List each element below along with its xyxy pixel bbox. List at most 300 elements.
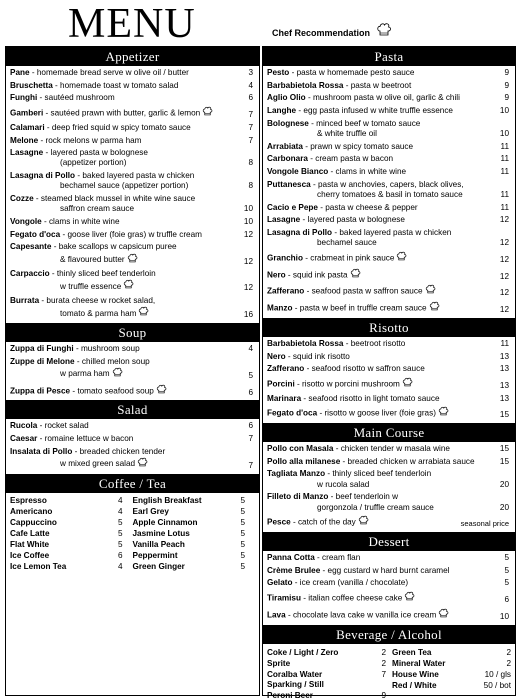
menu-row: [392, 680, 511, 691]
menu-item: [10, 217, 255, 227]
row-name: Jasmine Lotus: [132, 528, 190, 538]
item-price: 6: [248, 387, 253, 397]
row-name: Flat White: [10, 539, 50, 549]
item-description-line2: gorgonzola / truffle cream sauce: [317, 502, 434, 512]
item-price: 12: [499, 271, 509, 281]
item-name: Zuppa di Pesce: [10, 385, 71, 395]
chef-recommendation-label: Chef Recommendation: [272, 28, 371, 38]
menu-item: [267, 268, 511, 282]
item-name: Gamberi: [10, 108, 44, 118]
chef-hat-icon: [112, 367, 123, 381]
item-name: Pesce: [267, 517, 291, 527]
menu-item: [267, 394, 511, 404]
item-description: - sautéed mushroom: [37, 93, 115, 103]
item-description: - pasta w beef in truffle cream sauce: [292, 303, 427, 313]
section-header-beverage: Beverage / Alcohol: [263, 625, 515, 644]
chef-hat-icon: [425, 284, 436, 298]
item-description: - breaded chicken tender: [72, 446, 166, 456]
row-price: 7: [381, 669, 386, 679]
item-name: Pane: [10, 68, 30, 77]
row-price: 5: [240, 561, 245, 571]
item-price: 8: [248, 181, 253, 191]
section-header-soup: Soup: [6, 323, 259, 342]
item-name: Lasagne: [267, 215, 301, 225]
item-price: 11: [500, 167, 509, 177]
item-price: 13: [499, 364, 509, 374]
row-name: Cafe Latte: [10, 528, 50, 538]
item-price: 7: [248, 460, 253, 470]
row-price: 4: [117, 495, 123, 505]
chef-hat-icon: [138, 306, 149, 320]
item-description: - minced beef w tomato sauce: [308, 118, 421, 128]
item-description-line2: w parma ham: [60, 369, 110, 379]
coffee-column: [10, 495, 133, 572]
item-name: Lasagna di Pollo: [10, 171, 76, 181]
menu-item: [267, 553, 511, 563]
item-name: Langhe: [267, 106, 297, 116]
item-name: Cacio e Pepe: [267, 202, 318, 212]
chef-hat-icon: [358, 515, 369, 529]
item-second-line: [10, 367, 239, 381]
item-description: - baked layered pasta w chicken: [75, 171, 195, 181]
item-price: 10: [243, 204, 253, 214]
item-description: - prawn w spicy tomato sauce: [302, 141, 414, 151]
item-price: 9: [504, 80, 509, 90]
item-description: - deep fried squid w spicy tomato sauce: [44, 122, 191, 132]
tea-column: [133, 495, 256, 572]
item-description: - chocolate lava cake w vanilla ice cream: [285, 610, 437, 620]
item-name: Bolognese: [267, 118, 309, 128]
item-description-line2: cherry tomatoes & basil in tomato sauce: [317, 190, 463, 200]
item-description: - thinly sliced beef tenderloin: [325, 469, 432, 479]
item-price: 5: [504, 578, 509, 588]
menu-item: [267, 377, 511, 391]
menu-item: [267, 352, 511, 362]
menu-row: [133, 550, 256, 561]
section-header-main-course: Main Course: [263, 423, 515, 442]
soup-list: [6, 342, 259, 398]
left-column: [5, 46, 260, 696]
beverage-list: [263, 644, 515, 700]
item-price: 5: [248, 370, 253, 380]
item-name: Nero: [267, 270, 286, 280]
menu-item: [10, 344, 255, 354]
item-price: 10: [243, 216, 253, 226]
menu-item: [10, 81, 255, 91]
item-price: 4: [248, 344, 253, 354]
item-description: - pasta w cheese & pepper: [317, 202, 418, 212]
menu-title: MENU: [68, 1, 196, 47]
menu-row: [133, 495, 256, 506]
menu-item: [267, 457, 511, 467]
menu-row: [10, 561, 133, 572]
chef-hat-icon: [404, 591, 415, 605]
menu-item: [10, 269, 255, 293]
row-price: 5: [117, 517, 123, 527]
item-description: - seafood pasta w saffron sauce: [304, 286, 423, 296]
row-subtext: Sparking / Still: [267, 679, 324, 689]
menu-item: [267, 492, 511, 512]
menu-item: [10, 194, 255, 214]
item-price: 16: [243, 310, 253, 320]
item-price: 9: [504, 93, 509, 103]
menu-item: [267, 81, 511, 91]
right-column: [262, 46, 516, 700]
row-price: 50 / bot: [483, 680, 511, 690]
row-name: Vanilla Peach: [132, 539, 185, 549]
item-description-line2: & flavoured butter: [60, 254, 125, 264]
item-description-line2: bechamel sauce: [317, 238, 377, 248]
item-description: - breaded chicken w arrabiata sauce: [340, 456, 475, 466]
item-name: Insalata di Pollo: [10, 446, 73, 456]
item-description: - beef tenderloin w: [328, 492, 399, 502]
section-header-salad: Salad: [6, 400, 259, 419]
chef-hat-icon: [402, 377, 413, 391]
beverage-left-column: [267, 647, 386, 700]
item-description: - goose liver (foie gras) w truffle cream: [60, 229, 202, 239]
menu-item: [10, 171, 255, 191]
item-description: - italian coffee cheese cake: [300, 593, 403, 603]
item-description: - tomato seafood soup: [70, 385, 154, 395]
menu-item: [267, 301, 511, 315]
item-name: Fegato d'oca: [10, 229, 61, 239]
menu-item: [10, 242, 255, 266]
item-description: - homemade bread serve w olive oil / butter: [29, 68, 189, 77]
item-name: Carbonara: [267, 154, 308, 164]
item-price: 11: [500, 338, 509, 348]
item-price: 15: [499, 456, 509, 466]
item-price: 12: [499, 305, 509, 315]
chef-hat-icon: [376, 22, 392, 38]
row-price: 2: [506, 647, 511, 657]
item-description: - mushroom soup: [73, 344, 140, 354]
menu-item: [267, 228, 511, 248]
item-price: seasonal price: [460, 519, 509, 529]
row-name: Green Ginger: [132, 561, 185, 571]
item-price: 5: [504, 553, 509, 562]
menu-item: [267, 119, 511, 139]
item-price: 6: [248, 421, 253, 431]
item-description: - clams in white wine: [328, 167, 407, 177]
chef-hat-icon: [202, 106, 213, 120]
item-name: Zuppa di Funghi: [10, 344, 74, 354]
menu-item: [10, 136, 255, 146]
menu-item: [10, 148, 255, 168]
item-price: 7: [248, 122, 253, 132]
item-description: - cream pasta w bacon: [307, 154, 394, 164]
item-second-line: [10, 253, 239, 267]
menu-item: [267, 591, 511, 605]
item-price: 11: [500, 141, 509, 151]
item-name: Vongole Bianco: [267, 167, 329, 177]
item-description: - layered pasta w bolognese: [43, 148, 148, 158]
menu-item: [267, 203, 511, 213]
item-description: - homemade toast w tomato salad: [52, 80, 179, 90]
menu-row: [133, 506, 256, 517]
row-name: Apple Cinnamon: [132, 517, 198, 527]
chef-hat-icon: [156, 384, 167, 398]
item-price: 10: [499, 611, 509, 621]
item-description: - ice cream (vanilla / chocolate): [292, 578, 409, 588]
menu-row: [10, 539, 133, 550]
menu-row: [10, 528, 133, 539]
item-price: 13: [499, 380, 509, 390]
item-name: Zuppe di Melone: [10, 356, 75, 366]
item-name: Lasagne: [10, 148, 44, 158]
item-name: Zafferano: [267, 286, 305, 296]
row-price: 5: [240, 528, 245, 538]
menu-row: [10, 550, 133, 561]
menu-item: [10, 447, 255, 471]
row-price: 5: [117, 528, 123, 538]
menu-item: [10, 230, 255, 240]
pasta-list: [263, 66, 515, 315]
item-description: - baked layered pasta w chicken: [332, 228, 452, 238]
item-price: 6: [248, 93, 253, 103]
menu-item: [267, 167, 511, 177]
item-price: 5: [504, 565, 509, 575]
item-name: Capesante: [10, 242, 52, 252]
item-name: Cozze: [10, 194, 34, 204]
item-description: - chicken tender w masala wine: [333, 444, 450, 454]
item-description: - burata cheese w rocket salad,: [39, 296, 156, 306]
chef-hat-icon: [127, 253, 138, 267]
item-name: Calamari: [10, 122, 45, 132]
item-description: - egg custard w hard burnt caramel: [320, 565, 450, 575]
item-name: Pollo con Masala: [267, 444, 334, 454]
item-name: Lava: [267, 610, 286, 620]
item-price: 7: [248, 110, 253, 120]
item-description: - romaine lettuce w bacon: [37, 434, 134, 444]
item-description: - seafood risotto w saffron sauce: [304, 364, 425, 374]
menu-item: [267, 68, 511, 78]
menu-row: [267, 658, 386, 669]
menu-item: [267, 215, 511, 225]
item-description: - seafood risotto in light tomato sauce: [301, 393, 440, 403]
item-name: Granchio: [267, 253, 303, 263]
row-price: 5: [240, 495, 245, 505]
chef-hat-icon: [438, 406, 449, 420]
menu-row: [392, 647, 511, 658]
menu-row: [133, 528, 256, 539]
item-name: Carpaccio: [10, 269, 50, 279]
menu-item: [267, 180, 511, 200]
item-name: Barbabietola Rossa: [267, 338, 344, 348]
chef-hat-icon: [350, 268, 361, 282]
item-name: Marinara: [267, 393, 302, 403]
item-price: 12: [499, 215, 509, 225]
item-name: Fegato d'oca: [267, 408, 318, 418]
item-price: 12: [243, 229, 253, 239]
menu-item: [267, 154, 511, 164]
item-price: 9: [504, 68, 509, 77]
item-description-line2: w truffle essence: [60, 281, 122, 291]
item-description: - clams in white wine: [41, 216, 120, 226]
item-price: 11: [500, 202, 509, 212]
item-price: 13: [499, 351, 509, 361]
item-name: Vongole: [10, 216, 42, 226]
item-description: - layered pasta w bolognese: [300, 215, 405, 225]
item-description-line2: saffron cream sauce: [60, 204, 135, 214]
row-price: 4: [117, 561, 123, 571]
item-description: - pasta w anchovies, capers, black olives,: [310, 179, 464, 189]
menu-item: [267, 142, 511, 152]
item-price: 10: [499, 129, 509, 139]
item-description-line2: & white truffle oil: [317, 129, 377, 139]
menu-item: [10, 384, 255, 398]
item-name: Funghi: [10, 93, 38, 103]
menu-item: [10, 123, 255, 133]
section-header-coffee-tea: Coffee / Tea: [6, 474, 259, 493]
item-name: Puttanesca: [267, 179, 311, 189]
item-name: Rucola: [10, 421, 38, 431]
section-header-risotto: Risotto: [263, 318, 515, 337]
item-description: - rock melons w parma ham: [38, 135, 142, 145]
menu-row: [10, 517, 133, 528]
row-name: Coke / Light / Zero: [267, 647, 339, 657]
menu-item: [267, 578, 511, 588]
row-name: English Breakfast: [132, 495, 202, 505]
row-price: 5: [240, 539, 245, 549]
item-description-line2: w rucola salad: [317, 479, 370, 489]
item-price: 12: [499, 255, 509, 265]
menu-row: [267, 690, 386, 700]
item-name: Pesto: [267, 68, 290, 77]
row-name: Mineral Water: [392, 658, 446, 668]
menu-item: [267, 93, 511, 103]
row-price: 4: [117, 506, 123, 516]
menu-row: [133, 539, 256, 550]
menu-item: [10, 106, 255, 120]
menu-item: [267, 364, 511, 374]
row-price: 10 / gls: [484, 669, 511, 679]
item-second-line: [10, 306, 239, 320]
row-price: 9: [381, 690, 386, 700]
row-name: Peppermint: [132, 550, 178, 560]
beverage-right-column: [392, 647, 511, 700]
item-name: Gelato: [267, 578, 293, 588]
item-price: 12: [499, 238, 509, 248]
item-price: 11: [500, 190, 509, 200]
chef-hat-icon: [123, 279, 134, 293]
item-name: Pollo alla milanese: [267, 456, 341, 466]
item-second-line: [10, 457, 239, 471]
item-description: - risotto w porcini mushroom: [294, 379, 400, 389]
menu-item: [10, 421, 255, 431]
item-name: Arrabiata: [267, 141, 303, 151]
menu-row: [10, 506, 133, 517]
row-name: Espresso: [10, 495, 47, 505]
item-description: - squid ink risotto: [285, 351, 350, 361]
item-price: 20: [499, 502, 509, 512]
menu-header: [0, 0, 520, 46]
item-price: 15: [499, 444, 509, 454]
item-description-line2: bechamel sauce (appetizer portion): [60, 181, 189, 191]
salad-list: [6, 419, 259, 471]
item-second-line: [10, 279, 239, 293]
item-name: Lasagna di Pollo: [267, 228, 333, 238]
menu-row: [267, 669, 386, 680]
menu-item: [267, 284, 511, 298]
item-name: Zafferano: [267, 364, 305, 374]
menu-item: [10, 296, 255, 320]
item-price: 3: [248, 68, 253, 77]
menu-item: [10, 68, 255, 78]
item-name: Tiramisu: [267, 593, 301, 603]
chef-hat-icon: [429, 301, 440, 315]
item-price: 11: [500, 154, 509, 164]
item-name: Crème Brulee: [267, 565, 321, 575]
item-name: Melone: [10, 135, 39, 145]
menu-item: [267, 444, 511, 454]
item-description: - rocket salad: [37, 421, 89, 431]
row-name: Earl Grey: [132, 506, 169, 516]
section-header-pasta: Pasta: [263, 47, 515, 66]
row-name: Red / White: [392, 680, 437, 690]
row-price: 2: [381, 658, 386, 668]
chef-hat-icon: [438, 608, 449, 622]
item-description: - chilled melon soup: [74, 356, 150, 366]
row-name: Cappuccino: [10, 517, 57, 527]
item-price: 8: [248, 158, 253, 168]
item-price: 12: [243, 256, 253, 266]
item-name: Barbabietola Rossa: [267, 80, 344, 90]
item-description: - catch of the day: [290, 517, 356, 527]
main-course-list: [263, 442, 515, 529]
item-description: - pasta w beetroot: [343, 80, 412, 90]
row-price: 5: [240, 517, 245, 527]
chef-hat-icon: [396, 251, 407, 265]
menu-item: [267, 106, 511, 116]
menu-row: [133, 517, 256, 528]
item-description: - egg pasta infused w white truffle essence: [296, 106, 453, 116]
item-price: 7: [248, 135, 253, 145]
row-price: 2: [506, 658, 511, 668]
row-price: 2: [381, 647, 386, 657]
item-description-line2: tomato & parma ham: [60, 308, 137, 318]
item-description: - bake scallops w capsicum puree: [51, 242, 177, 252]
row-price: 5: [117, 539, 123, 549]
item-name: Bruschetta: [10, 80, 53, 90]
item-price: 13: [499, 393, 509, 403]
item-price: 6: [504, 595, 509, 605]
item-name: Filleto di Manzo: [267, 492, 329, 502]
menu-row: [392, 669, 511, 680]
item-name: Caesar: [10, 434, 38, 444]
item-price: 20: [499, 479, 509, 489]
chef-hat-icon: [137, 457, 148, 471]
row-name: Ice Lemon Tea: [10, 561, 67, 571]
menu-row: [392, 658, 511, 669]
item-name: Burrata: [10, 296, 40, 306]
menu-item: [267, 515, 511, 529]
row-name: Ice Coffee: [10, 550, 50, 560]
dessert-list: [263, 551, 515, 622]
row-name: Coralba Water: [267, 669, 323, 679]
item-description: - pasta w homemade pesto sauce: [289, 68, 415, 77]
menu-row: [133, 561, 256, 572]
item-description-line2: w mixed green salad: [60, 459, 136, 469]
item-name: Panna Cotta: [267, 553, 315, 562]
item-description: - mushroom pasta w olive oil, garlic & chili: [305, 93, 460, 103]
coffee-tea-list: [6, 493, 259, 574]
item-description: - thinly sliced beef tenderloin: [49, 269, 156, 279]
item-description: - cream flan: [314, 553, 361, 562]
menu-item: [267, 406, 511, 420]
item-price: 7: [248, 434, 253, 444]
menu-row: [267, 647, 386, 658]
menu-item: [267, 566, 511, 576]
